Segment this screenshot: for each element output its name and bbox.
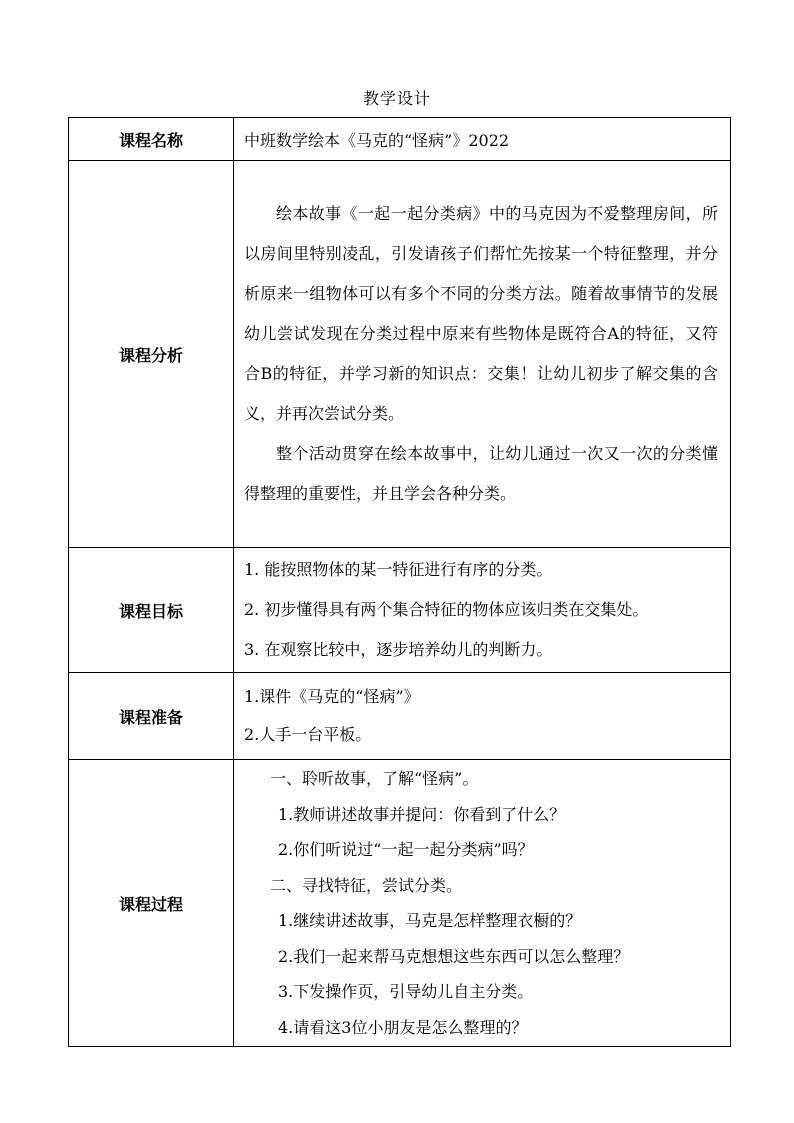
goal-item: 3. 在观察比较中，逐步培养幼儿的判断力。 (244, 640, 553, 659)
course-preparation-label: 课程准备 (69, 673, 234, 760)
course-goals-label: 课程目标 (69, 548, 234, 673)
document-title: 教学设计 (362, 89, 431, 108)
goal-item: 1. 能按照物体的某一特征进行有序的分类。 (244, 560, 553, 579)
preparation-item: 1.课件《马克的“怪病”》 (244, 687, 420, 706)
process-step: 4.请看这3位小朋友是怎么整理的？ (278, 1017, 528, 1037)
analysis-paragraph: 整个活动贯穿在绘本故事中，让幼儿通过一次又一次的分类懂得整理的重要性，并且学会各种分类。 (244, 444, 718, 503)
analysis-paragraph: 绘本故事《一起一起分类病》中的马克因为不爱整理房间，所以房间里特别凌乱，引发请孩子们帮忙先按某一个特征整理，并分析原来一组物体可以有多个不同的分类方法。随着故事情节的发展幼儿尝试发现在分类过程中原来有些物体是既符合A的特征，又符合B的特征，并学习新的知识点：交集！让幼儿初步了解交集的含义，并再次尝试分类。 (244, 204, 718, 423)
course-analysis-content (234, 161, 731, 548)
course-preparation-content (234, 673, 731, 760)
process-step: 2.你们听说过“一起一起分类病”吗？ (278, 840, 534, 859)
course-analysis-label: 课程分析 (69, 161, 234, 548)
process-section-heading: 一、聆听故事，了解“怪病”。 (270, 769, 479, 788)
course-name-label: 课程名称 (69, 118, 234, 161)
process-step: 1.继续讲述故事，马克是怎样整理衣橱的？ (278, 911, 582, 930)
course-process-content (234, 760, 731, 1047)
process-step: 3.下发操作页，引导幼儿自主分类。 (278, 982, 534, 1001)
course-name-value: 中班数学绘本《马克的“怪病”》2022 (234, 118, 731, 161)
course-goals-content (234, 548, 731, 673)
row-course-goals (69, 548, 731, 673)
row-course-name (69, 118, 731, 161)
process-step: 1.教师讲述故事并提问：你看到了什么？ (278, 804, 566, 824)
goal-item: 2. 初步懂得具有两个集合特征的物体应该归类在交集处。 (244, 600, 649, 619)
row-course-process (69, 760, 731, 1047)
process-step: 2.我们一起来帮马克想想这些东西可以怎么整理？ (278, 946, 630, 966)
process-section-heading: 二、寻找特征，尝试分类。 (270, 875, 463, 895)
row-course-analysis (69, 161, 731, 548)
row-course-preparation (69, 673, 731, 760)
preparation-item: 2.人手一台平板。 (244, 725, 372, 744)
lesson-plan-table (68, 117, 731, 1047)
course-process-label: 课程过程 (69, 760, 234, 1047)
